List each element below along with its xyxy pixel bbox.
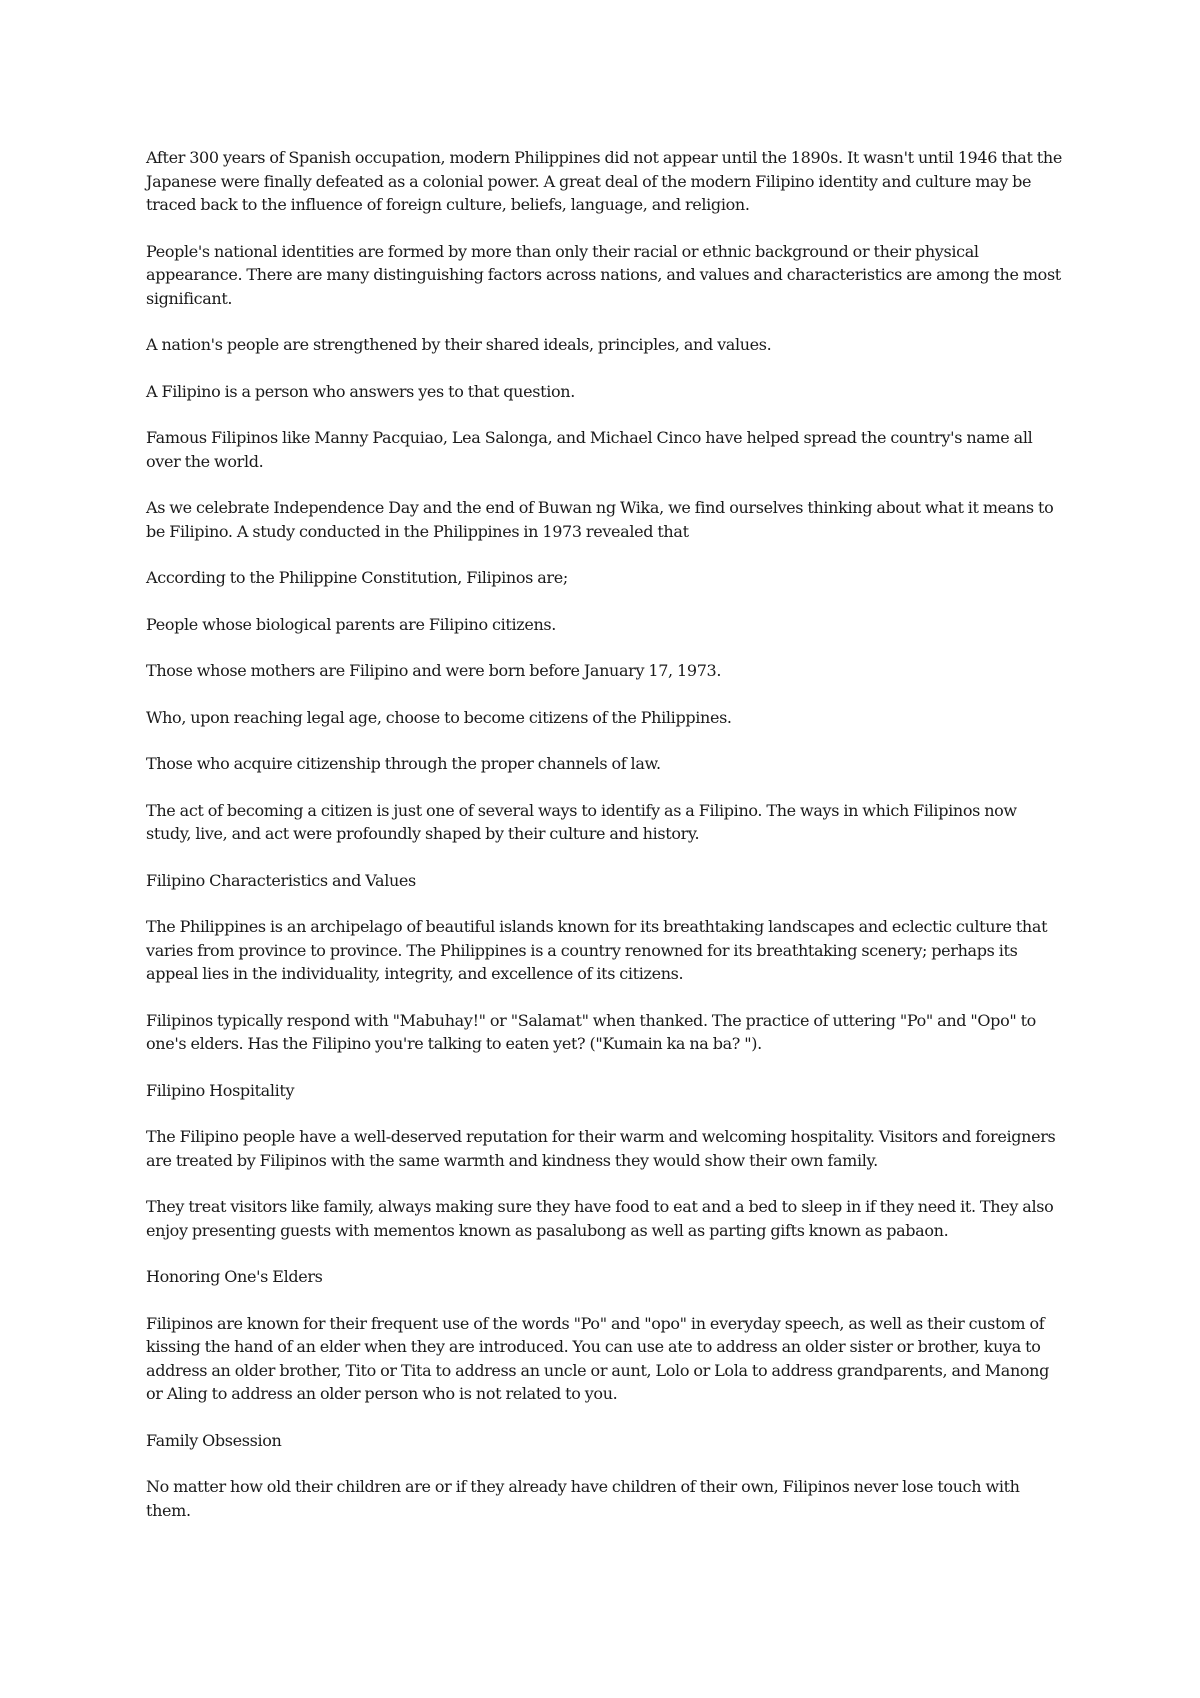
paragraph: The Filipino people have a well-deserved reputation for their warm and welcoming hospitality. Visitors and foreigners are treated by Filipinos with the same warmth and kindness they would show their own family. [146,1127,1056,1170]
section-heading: Honoring One's Elders [146,1267,323,1286]
paragraph: Those who acquire citizenship through the proper channels of law. [146,754,661,773]
paragraph: People whose biological parents are Filipino citizens. [146,614,556,634]
paragraph: People's national identities are formed by more than only their racial or ethnic background or their physical appearance. There are many distinguishing factors across nations, and values and characteristics are among the most significant. [146,241,1061,308]
paragraph: Who, upon reaching legal age, choose to become citizens of the Philippines. [146,707,732,727]
document-body [146,146,1064,1545]
paragraph: Filipinos are known for their frequent use of the words "Po" and "opo" in everyday speech, as well as their custom of kissing the hand of an elder when they are introduced. You can use ate to address an older sister or brother, kuya to address an older brother, Tito or Tita to address an uncle or aunt, Lolo or Lola to address grandparents, and Manong or Aling to address an older person who is not related to you. [146,1313,1050,1403]
section-heading: Filipino Hospitality [146,1080,295,1100]
paragraph: After 300 years of Spanish occupation, modern Philippines did not appear until the 1890s. It wasn't until 1946 that the Japanese were finally defeated as a colonial power. A great deal of the modern Filipino identity and culture may be traced back to the influence of foreign culture, beliefs, language, and religion. [146,148,1062,214]
paragraph: Those whose mothers are Filipino and were born before January 17, 1973. [146,661,722,680]
paragraph: They treat visitors like family, always making sure they have food to eat and a bed to sleep in if they need it. They also enjoy presenting guests with mementos known as pasalubong as well as parting gifts known as pabaon. [146,1197,1054,1240]
paragraph: A Filipino is a person who answers yes to that question. [146,381,575,401]
paragraph: As we celebrate Independence Day and the end of Buwan ng Wika, we find ourselves thinking about what it means to be Filipino. A study conducted in the Philippines in 1973 revealed that [146,498,1054,541]
paragraph: The act of becoming a citizen is just one of several ways to identify as a Filipino. The ways in which Filipinos now study, live, and act were profoundly shaped by their culture and history. [146,800,1017,843]
section-heading: Family Obsession [146,1430,282,1450]
paragraph: The Philippines is an archipelago of beautiful islands known for its breathtaking landscapes and eclectic culture that varies from province to province. The Philippines is a country renowned for its breathtaking scenery; perhaps its appeal lies in the individuality, integrity, and excellence of its citizens. [146,917,1048,983]
paragraph: No matter how old their children are or if they already have children of their own, Filipinos never lose touch with them. [146,1477,1020,1520]
paragraph: Famous Filipinos like Manny Pacquiao, Lea Salonga, and Michael Cinco have helped spread the country's name all over the world. [146,428,1033,471]
section-heading: Filipino Characteristics and Values [146,870,416,890]
paragraph: Filipinos typically respond with "Mabuhay!" or "Salamat" when thanked. The practice of uttering "Po" and "Opo" to one's elders. Has the Filipino you're talking to eaten yet? ("Kumain ka na ba? "). [146,1010,1036,1053]
paragraph: According to the Philippine Constitution, Filipinos are; [146,568,568,587]
paragraph: A nation's people are strengthened by their shared ideals, principles, and values. [146,335,772,354]
